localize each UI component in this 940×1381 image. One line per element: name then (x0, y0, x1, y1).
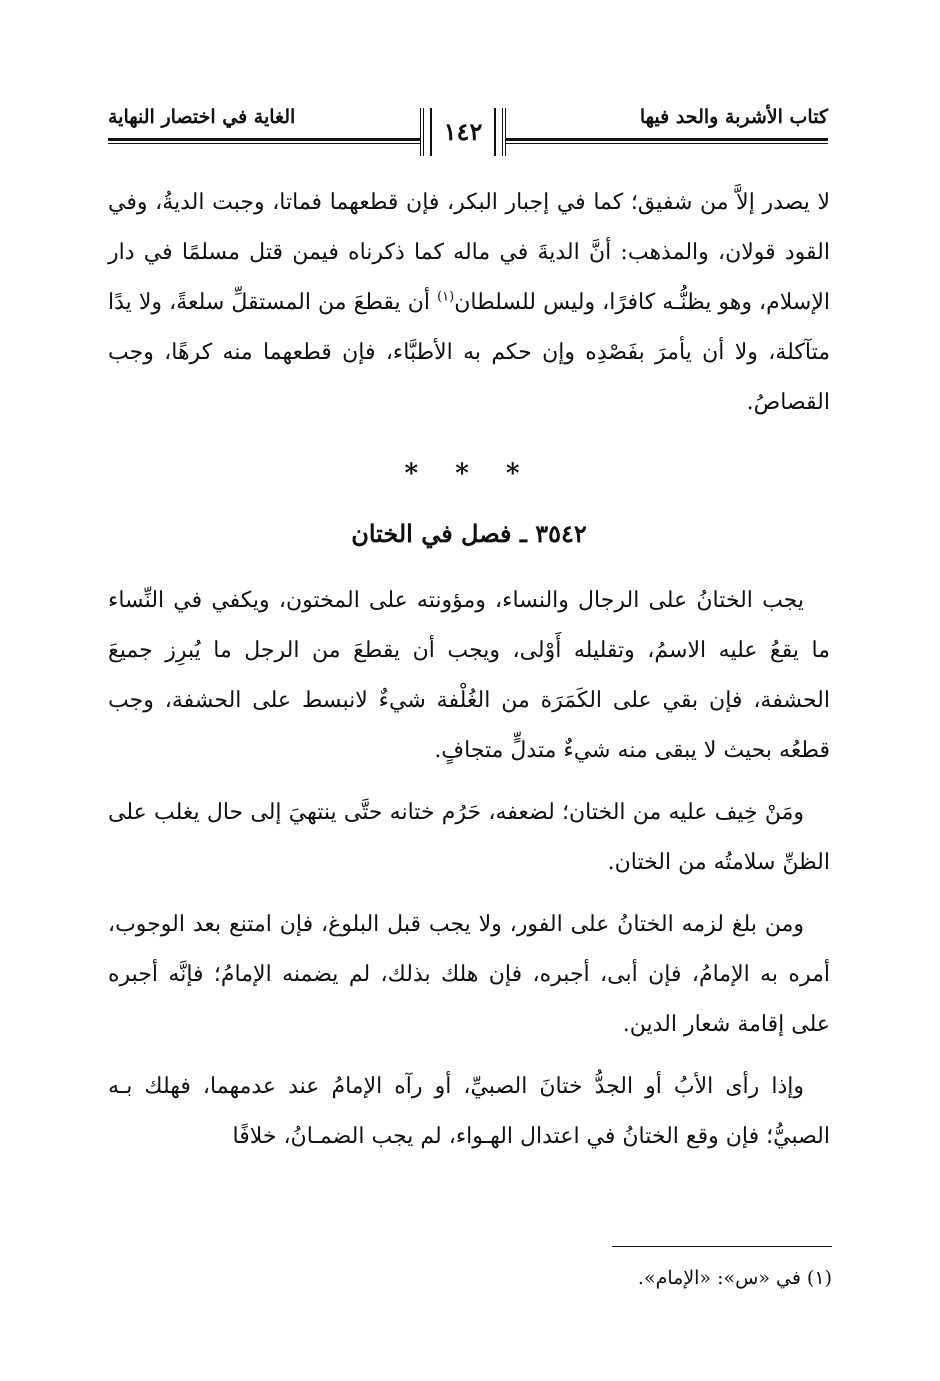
continuation-text-start: لا يصدر إلاَّ من شفيق؛ كما في إجبار البكر، فإن قطعهما فماتا، وجبت الديةُ، وفي القود قولان، والمذهب: أنَّ الديةَ في ماله كما ذكرناه فيمن قتل مسلمًا في دار الإسلام، وهو يظنُّـه كافرًا، وليس للسلطان (108, 190, 830, 315)
running-header (108, 102, 828, 144)
chapter-title: كتاب الأشربة والحد فيها (639, 106, 828, 128)
main-text (108, 178, 830, 1162)
paragraph-gap (108, 888, 830, 900)
paragraph-gap (108, 776, 830, 788)
book-title: الغاية في اختصار النهاية (108, 106, 296, 128)
paragraph: يجب الختانُ على الرجال والنساء، ومؤونته على المختون، ويكفي في النِّساء ما يقعُ عليه الاسمُ، وتقليله أَوْلى، ويجب أن يقطعَ من الرجل ما يُبرِز جميعَ الحشفة، فإن بقي على الكَمَرَة من الغُلْفة شيءٌ لانبسط على الحشفة، وجب قطعُه بحيث لا يبقى منه شيءٌ متدلٍّ متجافٍ. (108, 588, 830, 763)
page-number: ١٤٢ (420, 108, 506, 156)
section-separator: * * * (404, 459, 534, 489)
continuation-paragraph (108, 178, 830, 428)
section-heading: ٣٥٤٢ ـ فصل في الختان (351, 519, 587, 548)
paragraph: وإذا رأى الأبُ أو الجدُّ ختانَ الصبيِّ، أو رآه الإمامُ عند عدمهما، فهلك بـه الصبيُّ؛ فإن وقع الختانُ في اعتدال الهـواء، لم يجب الضمـانُ، خلافًا (108, 1074, 830, 1149)
paragraph: ومن بلغ لزمه الختانُ على الفور، ولا يجب قبل البلوغ، فإن امتنع بعد الوجوب، أمره به الإمامُ، فإن أبى، أجبره، فإن هلك بذلك، لم يضمنه الإمامُ؛ فإنَّه أجبره على إقامة شعار الدين. (108, 912, 830, 1037)
continuation-text-end: أن يقطعَ من المستقلِّ سلعةً، ولا يدًا متآكلة، ولا أن يأمرَ بفَصْدِه وإن حكم به الأطبَّاء، فإن قطعهما منه كرهًا، وجب القصاصُ. (108, 290, 830, 415)
paragraph: ومَنْ خِيف عليه من الختان؛ لضعفه، حَرُم ختانه حتَّى ينتهيَ إلى حال يغلب على الظنِّ سلامتُه من الختان. (108, 800, 830, 875)
footnote-reference: (١) (437, 289, 455, 305)
footnote-divider (612, 1246, 832, 1247)
footnote: (١) في «س»: «الإمام». (637, 1267, 832, 1289)
paragraph-gap (108, 1050, 830, 1062)
